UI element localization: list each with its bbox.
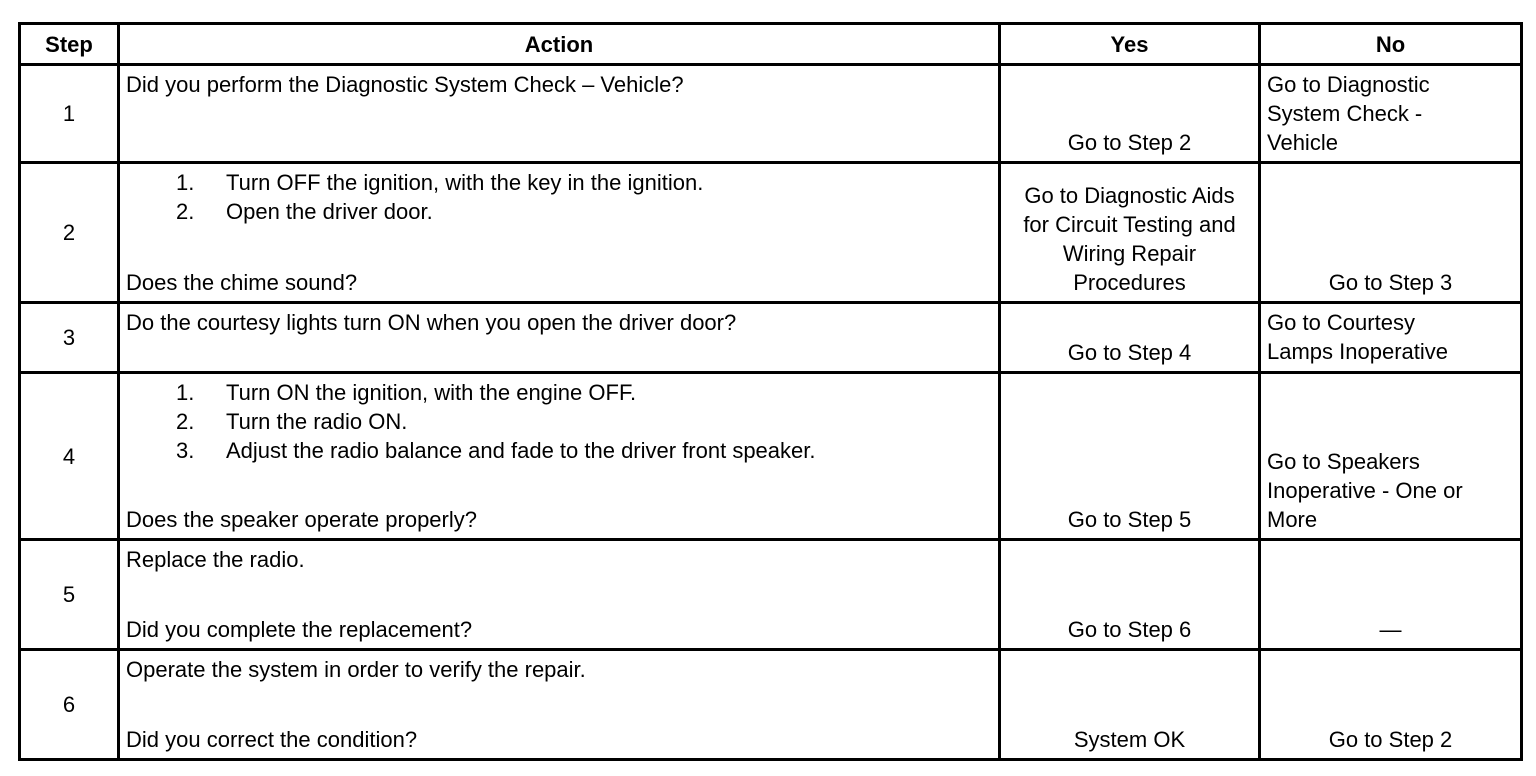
table-row [20,540,1522,650]
table-row [20,650,1522,760]
yes-cell [1000,303,1260,373]
item-number: 3. [176,438,195,463]
list-item [176,168,992,197]
yes-text: Go to Step 2 [1067,130,1192,155]
yes-text: Go to Step 6 [1067,617,1192,642]
diagnostic-table-container [18,22,1523,761]
action-cell [119,303,1000,373]
list-item [176,197,992,226]
no-text: Go to Step 2 [1328,727,1453,752]
no-text: Go to Courtesy Lamps Inoperative [1267,310,1448,364]
action-question: Did you correct the condition? [126,727,418,752]
no-cell [1260,303,1522,373]
action-cell [119,373,1000,540]
table-row [20,163,1522,303]
item-text: Open the driver door. [226,199,433,224]
item-number: 1. [176,170,195,195]
action-steps-list [126,168,992,226]
action-steps-list [126,378,992,465]
yes-cell [1000,373,1260,540]
action-question: Does the speaker operate properly? [126,507,477,532]
no-text: Go to Diagnostic System Check - Vehicle [1267,72,1430,155]
yes-text: Go to Step 5 [1067,507,1192,532]
step-number: 5 [20,540,119,650]
header-yes: Yes [1000,24,1260,65]
table-row [20,303,1522,373]
action-question: Did you complete the replacement? [126,617,473,642]
item-number: 2. [176,199,195,224]
yes-cell [1000,163,1260,303]
list-item [176,407,992,436]
action-text: Do the courtesy lights turn ON when you open the driver door? [126,310,737,335]
item-text: Turn the radio ON. [226,409,408,434]
no-text: Go to Step 3 [1328,270,1453,295]
list-item [176,436,992,465]
yes-cell [1000,650,1260,760]
action-cell [119,65,1000,163]
action-cell [119,650,1000,760]
action-text: Did you perform the Diagnostic System Check – Vehicle? [126,72,684,97]
yes-cell [1000,65,1260,163]
action-cell [119,163,1000,303]
step-number: 4 [20,373,119,540]
no-cell [1260,163,1522,303]
yes-cell [1000,540,1260,650]
step-number: 6 [20,650,119,760]
header-step: Step [20,24,119,65]
no-cell [1260,540,1522,650]
table-row [20,373,1522,540]
step-number: 2 [20,163,119,303]
header-no: No [1260,24,1522,65]
item-text: Adjust the radio balance and fade to the driver front speaker. [226,438,816,463]
item-number: 1. [176,380,195,405]
header-row [20,24,1522,65]
action-question: Does the chime sound? [126,270,358,295]
action-cell [119,540,1000,650]
yes-text: Go to Diagnostic Aids for Circuit Testing and Wiring Repair Procedures [1023,183,1236,295]
no-cell [1260,373,1522,540]
item-text: Turn ON the ignition, with the engine OFF. [226,380,637,405]
step-number: 1 [20,65,119,163]
header-action: Action [119,24,1000,65]
no-cell [1260,650,1522,760]
item-number: 2. [176,409,195,434]
no-text: — [1379,617,1402,642]
no-cell [1260,65,1522,163]
list-item [176,378,992,407]
action-text: Operate the system in order to verify the repair. [126,657,586,682]
item-text: Turn OFF the ignition, with the key in the ignition. [226,170,704,195]
action-text: Replace the radio. [126,547,305,572]
yes-text: Go to Step 4 [1067,340,1192,365]
table-row [20,65,1522,163]
step-number: 3 [20,303,119,373]
diagnostic-table [18,22,1523,761]
yes-text: System OK [1073,727,1186,752]
no-text: Go to Speakers Inoperative - One or More [1267,449,1463,532]
